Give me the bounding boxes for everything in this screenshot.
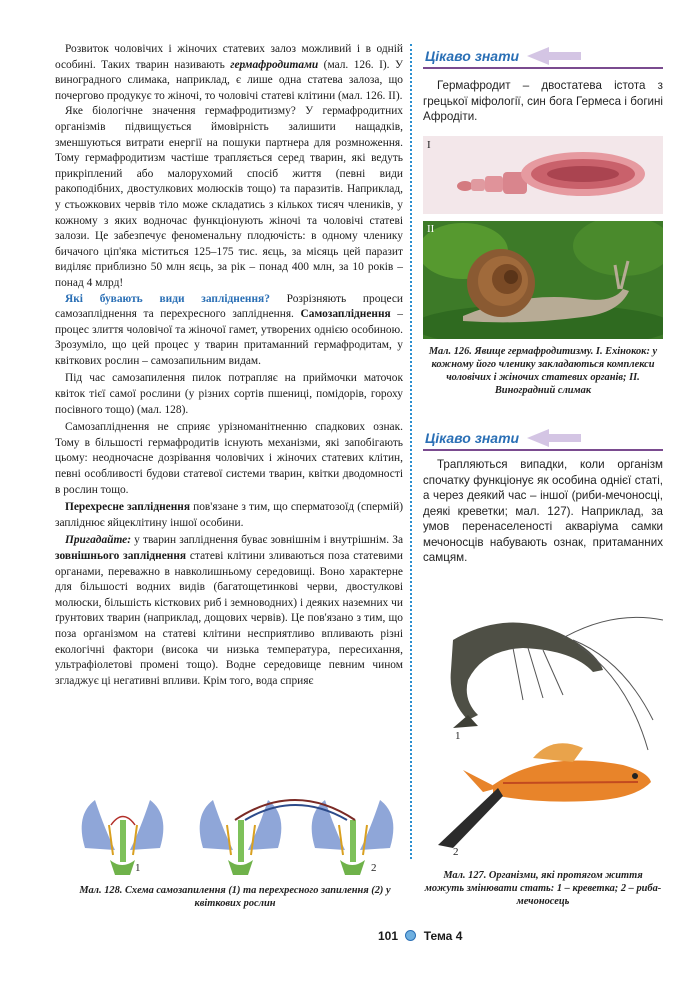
paragraph-fertilization-types	[55, 292, 403, 370]
arrow-decoration-icon	[523, 46, 583, 66]
flower-3	[312, 800, 394, 875]
snail-image	[423, 221, 663, 339]
term-cross-fertilization: Перехресне запліднення	[65, 501, 191, 514]
text: Розрізняють процеси самозапліднення та перехресного запліднення.	[55, 292, 403, 321]
term-hermaphrodites: гермафродитами	[230, 58, 319, 71]
figure-126-caption: Мал. 126. Явище гермафродитизму. І. Ехінокок: у кожному його членику закладаються комплекси чоловічих і жіночих статевих органів; ІІ. Виноградний слимак	[428, 346, 658, 396]
page-number: 101	[378, 929, 399, 943]
text: у тварин запліднення буває зовнішнім і внутрішнім. За	[131, 534, 403, 547]
text: пов'язане з тим, що сперматозоїд (спермій) запліднює яйцеклітину іншої особини.	[55, 501, 403, 529]
figure-echinococcus	[423, 136, 663, 214]
heading-underline	[423, 449, 663, 451]
flower-1	[82, 800, 164, 875]
paragraph-cross-fertilization	[55, 500, 403, 531]
interesting-heading-1	[423, 46, 663, 70]
arrow-decoration-icon	[523, 428, 583, 448]
term-external-fertilization: зовнішнього запліднення	[55, 550, 187, 562]
figure-label-self: 1	[135, 862, 141, 874]
flower-diagram-image	[75, 790, 405, 878]
text: (мал. 126. І). У виноградного слимака, наприклад, є лише одна статева залоза, що почергово продукує то жіночі, то чоловічі статеві клітини (мал. 126. ІІ).	[55, 58, 404, 102]
main-text-column	[55, 42, 403, 689]
figure-label-cross: 2	[371, 862, 377, 874]
question-heading: Які бувають види запліднення?	[65, 292, 270, 305]
figure-snail	[423, 221, 663, 339]
paragraph-mechanisms: Самозапліднення не сприяє урізноманітненню спадкових ознак. Тому в більшості гермафродитів існують механізми, які запобігають цьому: неодночасне дозрівання чоловічих і жіночих статевих клітин, певні особливості будови статевої системи тварин, квітки дводомності в рослин тощо.	[55, 421, 403, 496]
note-hermaphrodite-myth	[423, 78, 663, 125]
echinococcus-image	[423, 136, 663, 214]
figure-label-shrimp: 1	[455, 730, 461, 742]
topic-label: Тема 4	[423, 929, 463, 943]
note-text: Гермафродит – двостатева істота з грецької міфології, син бога Гермеса і богині Афродіти.	[423, 79, 663, 123]
text: Розвиток чоловічих і жіночих статевих залоз можливий і в одній особині. Таких тварин називають	[55, 43, 403, 71]
paragraph-biological-meaning: Яке біологічне значення гермафродитизму? У гермафродитних організмів підвищується ймовірність залишити нащадків, зменшуються витрати енергії на пошуки партнера для розмноження. Тому гермафродитизм частіше трапляється серед тварин, які ведуть прикріплений або малорухомий спосіб життя (певні види ракоподібних, двостулкових молюсків тощо) та паразитів. Наприклад, у стьожкових червів тіло може складатись з кількох тисяч члеників, у кожному з яких водночас функціонують жіночі та чоловічі статеві залози. Це забезпечує феноменальну плодючість: в одному членику бичачого ціп'яка міститься 125–175 тис. яєць, за місяць цей паразит виділяє приблизно 50 млн яєць, за рік – понад 400 млн, за 10 років – понад 4 млрд!	[55, 105, 403, 289]
paragraph-external-fertilization	[55, 533, 403, 689]
sidebar-block-2	[423, 428, 663, 566]
figure-pollination-diagram	[75, 790, 405, 878]
sidebar-block-1	[423, 46, 663, 125]
figure-label: II	[427, 223, 435, 235]
note-text: Трапляються випадки, коли організм спочатку функціонує як особина однієї статі, а через деякий час – іншої (риби-мечоносці, деякі креветки; мал. 127). Наприклад, за умов перенаселеності акваріума самки мечоносців набувають ознак, притаманних самцям.	[423, 458, 663, 564]
figure-label: I	[427, 139, 431, 151]
heading-text: Цікаво знати	[425, 48, 520, 64]
page-footer	[378, 929, 462, 943]
text: статеві клітини зливаються поза статевими органами, переважно в навколишньому середовищі. Воно характерне для більшості водних видів (багатощетинкові черви, двостулкові молюски, більшість кісткових риб і земноводних) і деяких наземних чи ґрунтових тварин (наприклад, дощових червів). Це пов'язано з тим, що поза організмом на статеві клітини несприятливо впливають різні екологічні фактори (висока чи низька температура, пересихання, ультрафіолетові промені тощо). Водне середовище певним чином згладжує ці негативні впливи. Крім того, вода сприяє	[55, 550, 403, 687]
recall-label: Пригадайте:	[65, 534, 132, 547]
bullet-icon	[405, 930, 416, 941]
figure-label-fish: 2	[453, 846, 459, 858]
note-sex-change	[423, 457, 663, 566]
flower-2	[200, 800, 282, 875]
text: – процес злиття чоловічої та жіночої гамет, утворених однією особиною. Зрозуміло, що цей процес у тварин притаманний гермафродитам, у квіткових рослин – самозапильним видам.	[55, 308, 404, 367]
figure-128-caption: Мал. 128. Схема самозапилення (1) та перехресного запилення (2) у квіткових рослин	[79, 885, 391, 909]
heading-text: Цікаво знати	[425, 430, 520, 446]
paragraph-self-pollination: Під час самозапилення пилок потрапляє на приймочки маточок квіток тієї самої рослини (у різних сортів пшениці, помідорів, гороху посівного тощо) (мал. 128).	[55, 372, 403, 416]
heading-underline	[423, 67, 663, 69]
interesting-heading-2	[423, 428, 663, 452]
term-self-fertilization: Самозапліднення	[300, 308, 391, 321]
figure-127-caption: Мал. 127. Організми, які протягом життя можуть змінювати стать: 1 – креветка; 2 – риба-мечоносець	[424, 870, 662, 907]
column-divider	[410, 44, 412, 859]
paragraph-hermaphrodites	[55, 42, 403, 104]
figure-shrimp-swordtail	[423, 600, 663, 862]
